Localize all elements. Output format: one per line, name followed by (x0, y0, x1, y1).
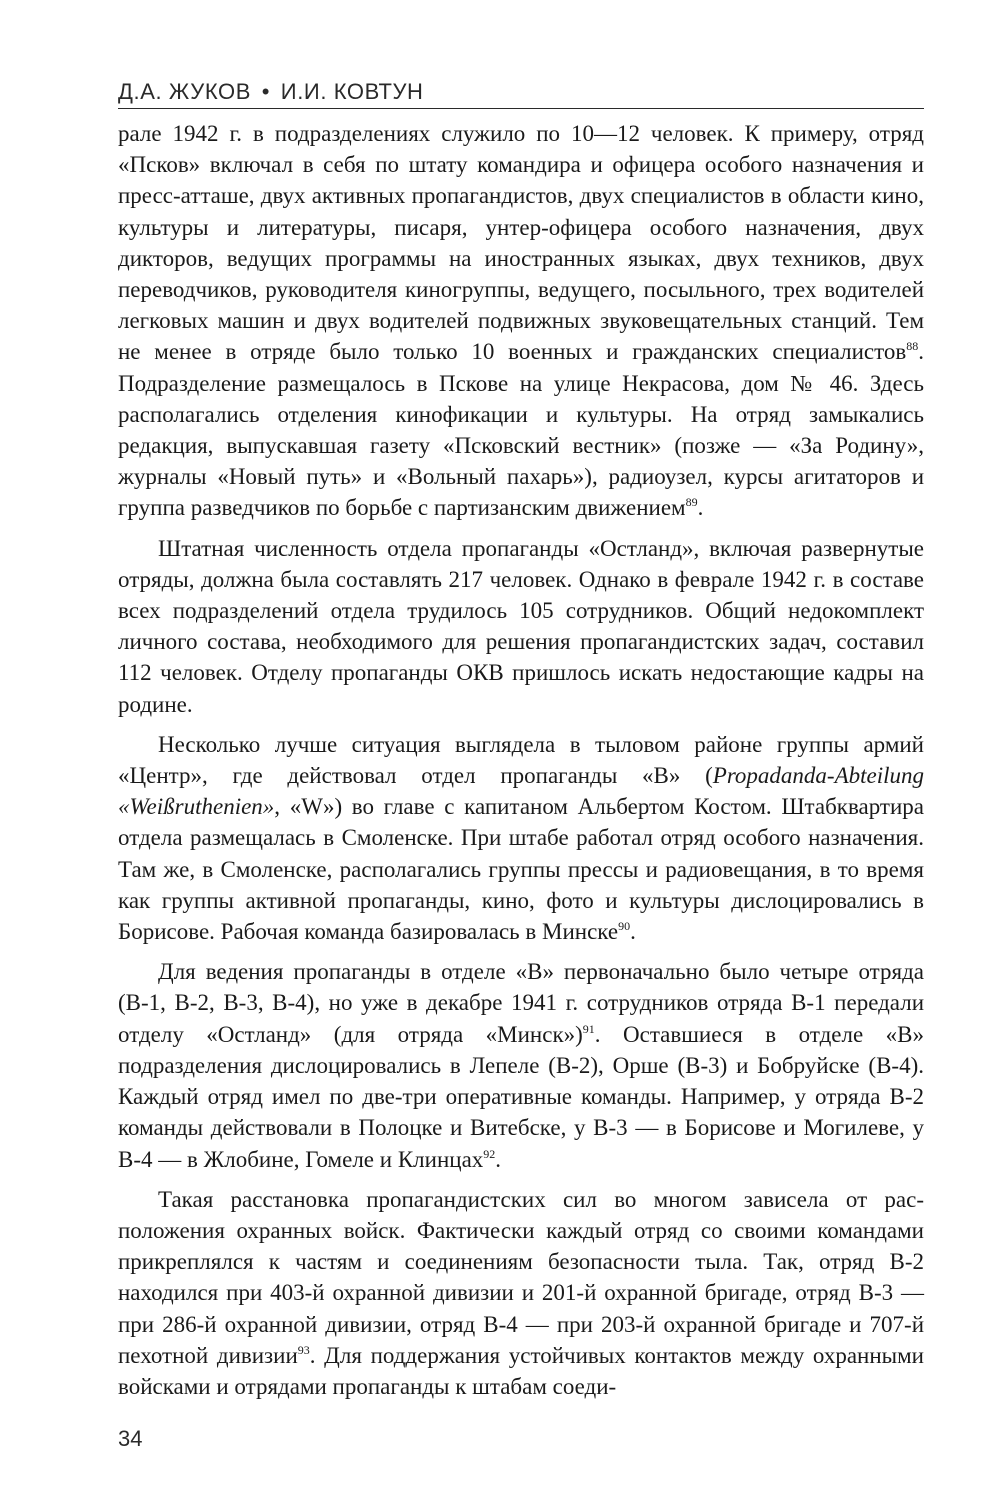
text-run: . Оставшиеся в отделе «В» подразделения дислоцировались в Лепеле (В-2), Орше (В-3) и Бобруйске (В-4). Каждый отряд имел по две-три оперативные команды. Например, у отряда В-2 команды действовали в Полоцке и Витебске, у В-3 — в Борисове и Могилеве, у В-4 — в Жлобине, Гомеле и Клинцах (118, 1021, 924, 1172)
text-run: Для ведения пропаганды в отделе «В» первоначально было четыре отряда (В-1, В-2, В-3, В-4), но уже в декабре 1941 г. сотрудников отряда В-1 передали отделу «Остланд» (для отряда «Минск») (118, 959, 924, 1047)
text-run: Несколько лучше ситуация выглядела в тыловом районе группы армий «Центр», где действовал отдел пропаганды «В» ( (118, 731, 924, 789)
author-1: Д.А. ЖУКОВ (118, 79, 252, 104)
paragraph (118, 729, 924, 947)
footnote-ref: 91 (582, 1021, 595, 1036)
paragraph (118, 956, 924, 1174)
text-run: Такая расстановка пропагандистских сил во многом зависела от расположения охранных войск. Фактически каждый отряд со своими командами прикреплялся к частям и соединениям безопасности тыла. Так, отряд В-2 находился при 403-й охранной дивизии и 201-й охранной бригаде, отряд В-3 — при 286-й охранной дивизии, отряд В-4 — при 203-й охранной бригаде и 707-й пехотной дивизии (118, 1186, 924, 1368)
footnote-ref: 89 (685, 495, 698, 510)
text-run: . Подразделение размещалось в Пскове на улице Некрасова, дом № 46. Здесь располагались отделения кинофикации и культуры. На отряд замыкались редакция, выпускавшая газету «Псковский вестник» (позже — «За Родину», журналы «Новый путь» и «Вольный пахарь»), радиоузел, курсы агитаторов и группа разведчиков по борьбе с партизанским движением (118, 339, 924, 521)
bullet-separator: • (261, 79, 271, 104)
paragraph (118, 118, 924, 524)
text-run: . (697, 495, 704, 521)
author-2: И.И. КОВТУН (280, 79, 424, 104)
text-run: , «W») во главе с капитаном Альбертом Костом. Штабквартира отдела размещалась в Смоленске. При штабе работал отряд особого назначения. Там же, в Смоленске, располагались группы прессы и радиовещания, в то время как группы активной пропаганды, кино, фото и культуры дислоцировались в Борисове. Рабочая команда базировалась в Минске (118, 794, 924, 945)
text-run: Штатная численность отдела пропаганды «Остланд», включая развернутые отряды, должна была составлять 217 человек. Однако в феврале 1942 г. в составе всех подразделений отдела трудилось 105 сотрудников. Общий недокомплект личного состава, необходимого для решения пропагандистских задач, составил 112 человек. Отделу пропаганды ОКВ пришлось искать недостающие кадры на родине. (118, 535, 924, 717)
text-run: . Для поддержания устойчивых контактов между охранными войсками и отрядами пропаганды к штабам соеди- (118, 1342, 924, 1399)
paragraph (118, 1184, 924, 1402)
footnote-ref: 90 (618, 919, 631, 934)
footnote-ref: 92 (483, 1146, 496, 1161)
text-run: . (630, 919, 636, 945)
text-run: рале 1942 г. в подразделениях служило по 10—12 человек. К примеру, отряд «Псков» включал в себя по штату командира и офицера особого назначения и пресс-атташе, двух активных пропагандистов, двух специалистов в области кино, культуры и литературы, писаря, унтер-офицера особого назначения, двух дикторов, ведущих программы на иностранных языках, двух техников, двух переводчиков, руководителя киногруппы, ведущего, посыльного, трех водителей легковых машин и двух водителей подвижных звуковещательных станций. Тем не менее в отряде было только 10 военных и гражданских специалистов (118, 121, 924, 365)
header-rule (118, 108, 924, 109)
text-run: . (495, 1146, 502, 1172)
page-number: 34 (118, 1426, 143, 1451)
footnote-ref: 88 (906, 339, 919, 354)
italic-text: Propadanda-Abteilung «Weißruthenien» (118, 763, 924, 820)
footnote-ref: 93 (297, 1342, 310, 1357)
body-text (118, 118, 924, 1402)
paragraph (118, 533, 924, 720)
running-head (118, 76, 924, 108)
